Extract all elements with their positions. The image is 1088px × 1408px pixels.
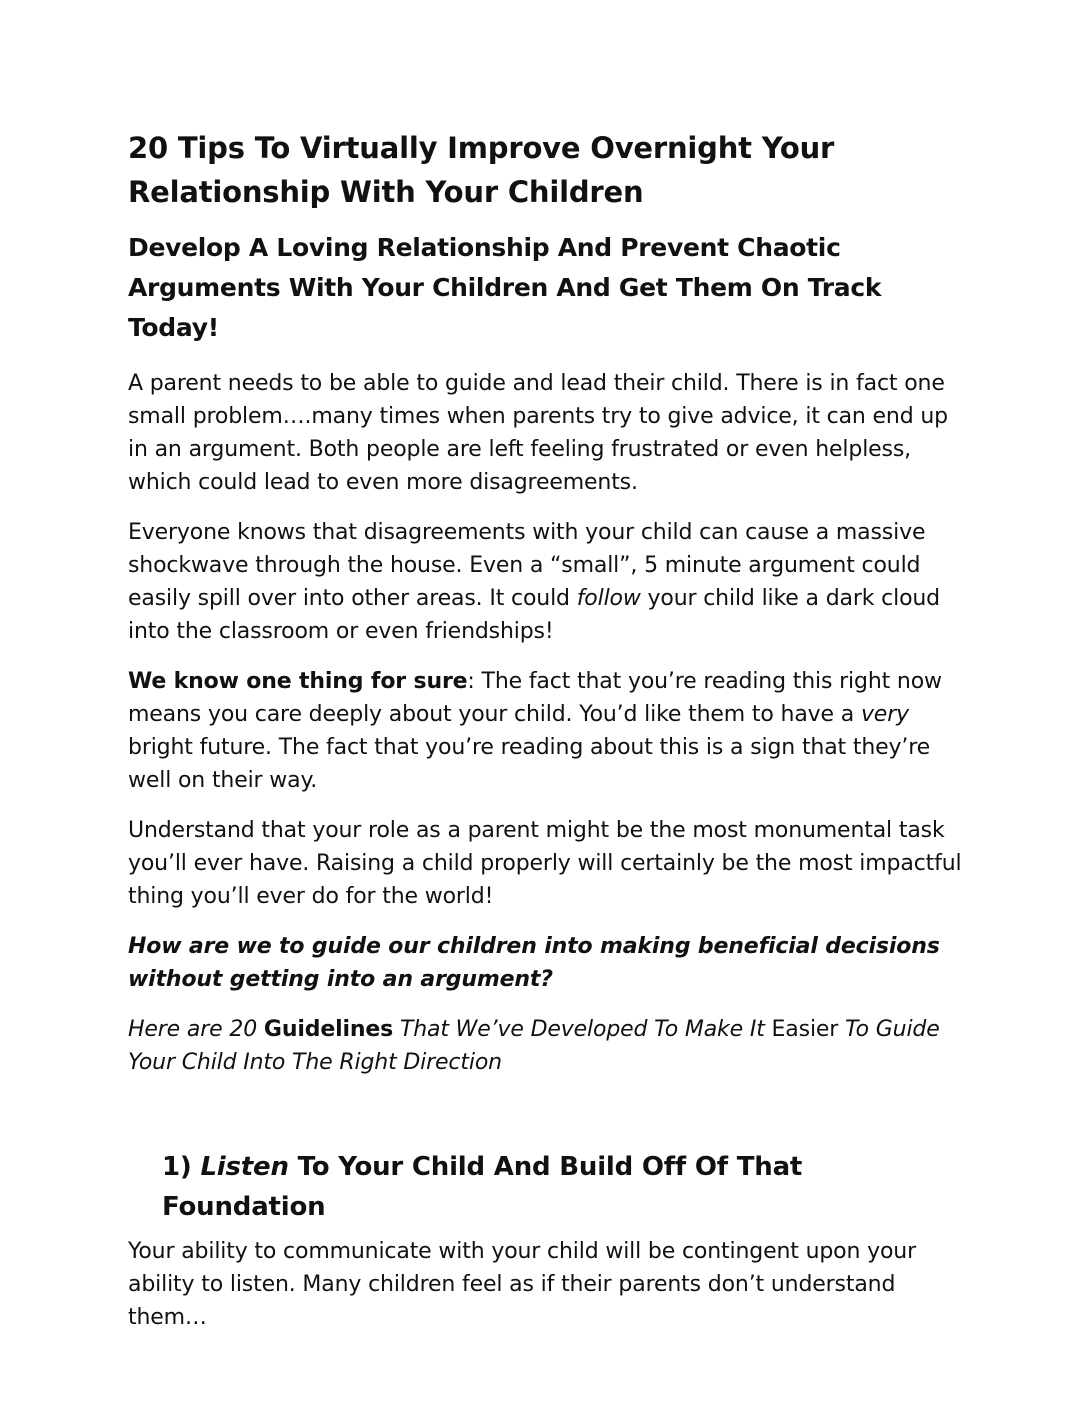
section-heading-text: To Your Child And Build Off Of That Foundation: [162, 1152, 803, 1222]
document-page: [128, 126, 968, 1334]
paragraph-text: bright future. The fact that you’re reading about this is a sign that they’re well on their way.: [128, 735, 931, 793]
paragraph-intro: A parent needs to be able to guide and lead their child. There is in fact one small problem….many times when parents try to give advice, it can end up in an argument. Both people are left feeling frustrated or even helpless, which could lead to even more disagreements.: [128, 371, 948, 495]
paragraph-text: : The fact that you’re reading this right now means you care deeply about your child. You’d like them to have a: [128, 669, 942, 727]
emphasis-text: very: [860, 702, 909, 727]
document-title: 20 Tips To Virtually Improve Overnight Your Relationship With Your Children: [128, 131, 835, 209]
paragraph-text: your child like a dark cloud into the classroom or even friendships!: [128, 586, 940, 644]
emphasis-text: follow: [576, 586, 641, 611]
intro-text: Here are 20: [128, 1017, 264, 1042]
paragraph-text: Everyone knows that disagreements with your child can cause a massive shockwave through the house. Even a “small”, 5 minute argument could easily spill over into other areas. It could: [128, 520, 926, 611]
strong-text: We know one thing for sure: [128, 669, 468, 694]
intro-bold-text: Guidelines: [263, 1017, 394, 1042]
paragraph-role: Understand that your role as a parent might be the most monumental task you’ll ever have. Raising a child properly will certainly be the most impactful thing you’ll ever do for the world!: [128, 818, 962, 909]
section-1-body: Your ability to communicate with your child will be contingent upon your ability to listen. Many children feel as if their parents don’t understand them…: [128, 1239, 916, 1330]
intro-upright-text: Easier: [771, 1017, 839, 1042]
intro-text: To Guide Your Child Into The Right Direction: [128, 1017, 940, 1075]
section-number: 1): [162, 1152, 201, 1182]
paragraph-disagreements: [128, 516, 968, 648]
intro-text: That We’ve Developed To Make It: [393, 1017, 772, 1042]
guiding-question: How are we to guide our children into making beneficial decisions without getting into an argument?: [128, 934, 940, 992]
paragraph-care: [128, 665, 968, 797]
section-heading-1: [162, 1147, 968, 1227]
section-heading-emphasis: Listen: [200, 1152, 289, 1182]
guidelines-intro: [128, 1013, 968, 1079]
document-subtitle: Develop A Loving Relationship And Prevent Chaotic Arguments With Your Children And Get Them On Track Today!: [128, 233, 882, 342]
